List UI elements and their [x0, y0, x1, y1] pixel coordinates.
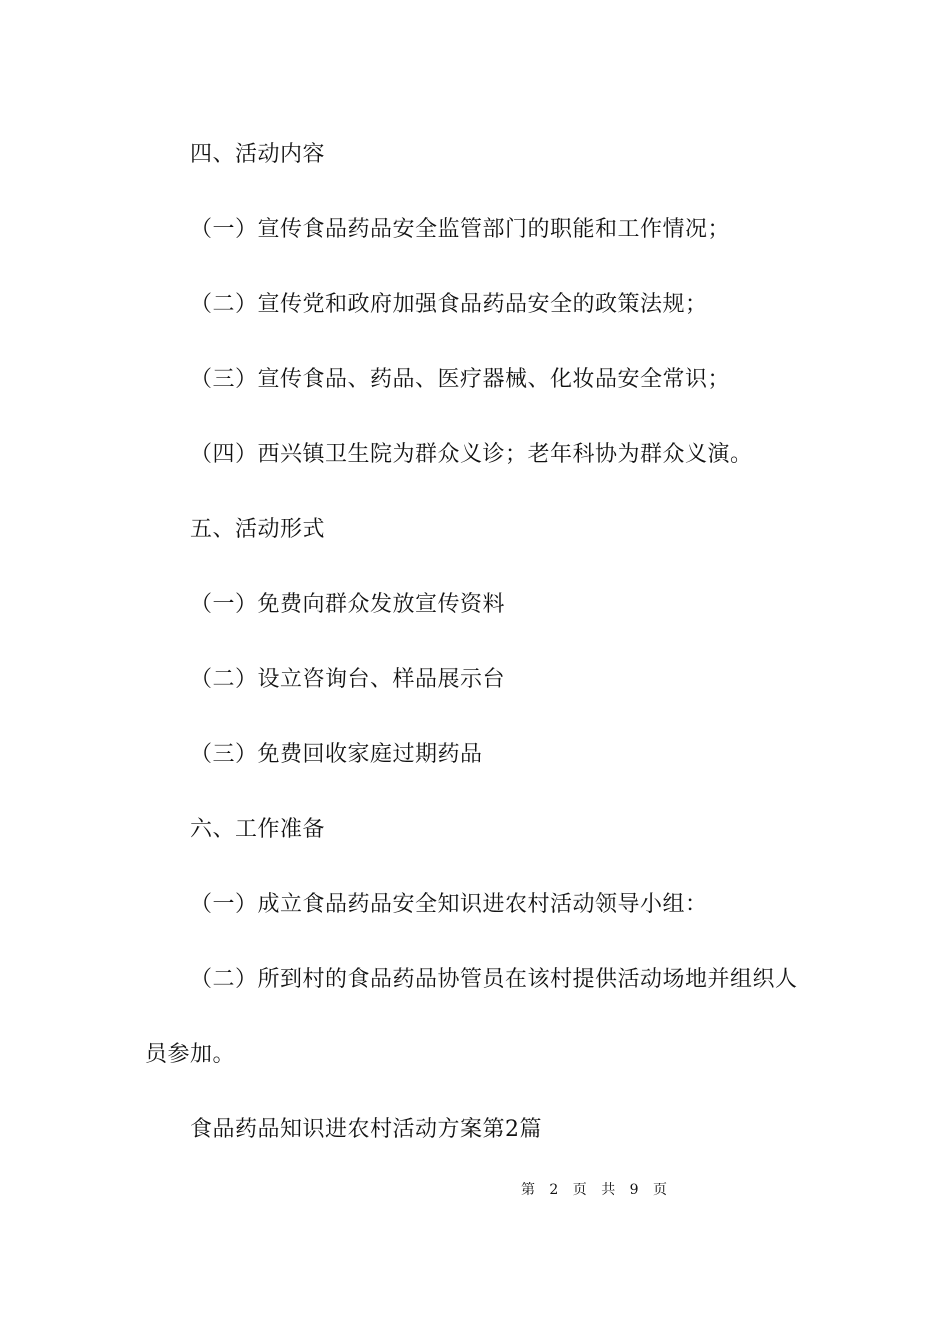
- paragraph-item: （一）免费向群众发放宣传资料: [190, 592, 506, 617]
- paragraph-item: （二）宣传党和政府加强食品药品安全的政策法规；: [190, 292, 708, 317]
- footer-total-pages: 9: [629, 1182, 641, 1198]
- paragraph-item: （四）西兴镇卫生院为群众义诊；老年科协为群众义演。: [190, 442, 753, 467]
- page-number: [521, 1180, 669, 1200]
- footer-current-page: 2: [549, 1182, 561, 1198]
- paragraph-item: （一）成立食品药品安全知识进农村活动领导小组：: [190, 892, 708, 917]
- footer-label-ye: 页: [572, 1182, 589, 1198]
- section-heading-work-preparation: 六、工作准备: [190, 817, 326, 842]
- section-heading-activity-content: 四、活动内容: [190, 142, 326, 167]
- paragraph-item: （三）宣传食品、药品、医疗器械、化妆品安全常识；: [190, 367, 731, 392]
- footer-label-ye2: 页: [653, 1182, 670, 1198]
- paragraph-continuation: 员参加。: [145, 1042, 236, 1067]
- footer-label-gong: 共: [601, 1182, 618, 1198]
- paragraph-item: （二）所到村的食品药品协管员在该村提供活动场地并组织人: [190, 967, 798, 992]
- next-article-title: 食品药品知识进农村活动方案第2篇: [190, 1117, 542, 1142]
- paragraph-item: （一）宣传食品药品安全监管部门的职能和工作情况；: [190, 217, 731, 242]
- section-heading-activity-form: 五、活动形式: [190, 517, 326, 542]
- paragraph-item: （三）免费回收家庭过期药品: [190, 742, 483, 767]
- paragraph-item: （二）设立咨询台、样品展示台: [190, 667, 506, 692]
- page-footer: [0, 1180, 950, 1200]
- footer-label-di: 第: [520, 1182, 537, 1198]
